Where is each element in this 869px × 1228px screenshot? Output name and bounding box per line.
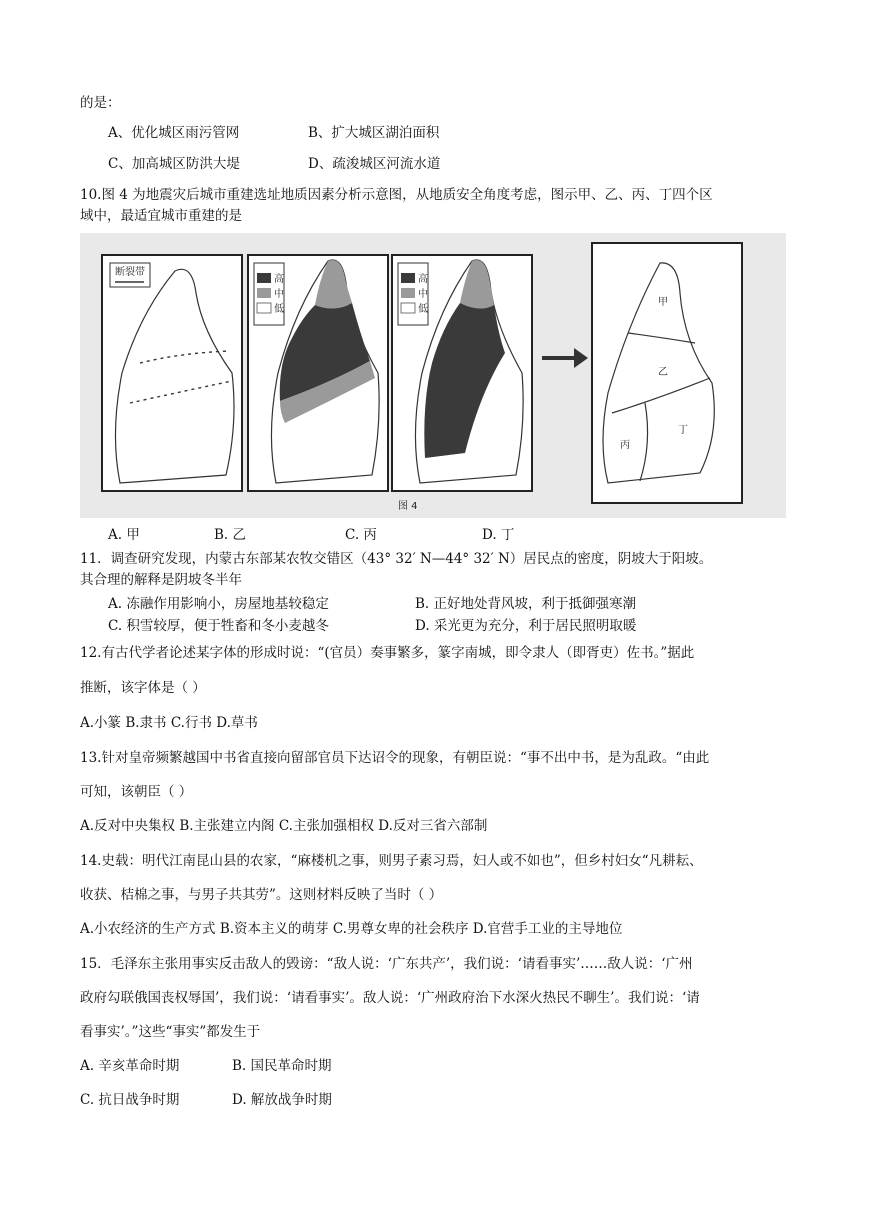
q15-stem-line2: 政府勾联俄国丧权辱国’，我们说：‘请看事实’。敌人说：‘广州政府治下水深火热民不聊生’。我们说：‘请	[80, 990, 700, 1006]
q14-stem-line1: 14.史载：明代江南昆山县的农家，“麻楼机之事，则男子素习焉，妇人或不如也”，但乡村妇女“凡耕耘、	[80, 853, 703, 869]
panel2-legend-high: 高	[274, 274, 284, 285]
q12-stem-line2: 推断，该字体是（ ）	[80, 680, 206, 696]
q9-option-c: C、加高城区防洪大堤	[108, 156, 240, 172]
panel3-legend-low: 低	[418, 304, 428, 315]
q10-figure	[80, 233, 786, 518]
q15-option-d: D. 解放战争时期	[232, 1092, 332, 1108]
q11-option-d: D. 采光更为充分，利于居民照明取暖	[415, 618, 637, 634]
q10-option-d: D. 丁	[482, 527, 515, 543]
q14-options: A.小农经济的生产方式 B.资本主义的萌芽 C.男尊女卑的社会秩序 D.官营手工业的主导地位	[80, 921, 623, 937]
q9-option-d: D、疏浚城区河流水道	[308, 156, 441, 172]
q11-option-a: A. 冻融作用影响小，房屋地基较稳定	[108, 596, 329, 612]
q9-option-b: B、扩大城区湖泊面积	[308, 125, 440, 141]
panel2-legend-mid: 中	[274, 289, 284, 300]
panel3-legend-mid: 中	[418, 289, 428, 300]
q12-options: A.小篆 B.隶书 C.行书 D.草书	[80, 715, 258, 731]
q10-stem-line2: 域中，最适宜城市重建的是	[80, 208, 242, 224]
q13-options: A.反对中央集权 B.主张建立内阁 C.主张加强相权 D.反对三省六部制	[80, 818, 488, 834]
q10-figure-svg	[80, 233, 786, 518]
q11-option-b: B. 正好地处背风坡，利于抵御强寒潮	[415, 596, 637, 612]
q11-stem-line1: 11．调查研究发现，内蒙古东部某农牧交错区（43° 32′ N—44° 32′ N）居民点的密度，阴坡大于阳坡。	[80, 551, 713, 567]
q11-option-c: C. 积雪较厚，便于牲畜和冬小麦越冬	[108, 618, 329, 634]
panel3-legend-high: 高	[418, 274, 428, 285]
q9-stem-tail: 的是：	[80, 95, 121, 111]
q13-stem-line1: 13.针对皇帝频繁越国中书省直接向留部官员下达诏令的现象，有朝臣说：“事不出中书，是为乱政。“由此	[80, 750, 710, 766]
zone-ding-label: 丁	[678, 425, 688, 436]
q10-option-c: C. 丙	[345, 527, 377, 543]
q10-option-b: B. 乙	[214, 527, 247, 543]
q12-stem-line1: 12.有古代学者论述某字体的形成时说：“(官员）奏事繁多，篆字南城，即令隶人（即胥吏）佐书。”据此	[80, 645, 695, 661]
zone-yi-label: 乙	[658, 367, 668, 378]
q10-stem-line1: 10.图 4 为地震灾后城市重建选址地质因素分析示意图，从地质安全角度考虑，图示甲、乙、丙、丁四个区	[80, 187, 713, 203]
figure-caption: 图 4	[398, 501, 418, 512]
q15-stem-line3: 看事实’。”这些“事实”都发生于	[80, 1024, 261, 1040]
panel1-legend-label: 断裂带	[115, 267, 145, 278]
panel2-legend-low: 低	[274, 304, 284, 315]
figure-arrow-head	[574, 348, 588, 368]
q15-option-a: A. 辛亥革命时期	[80, 1058, 180, 1074]
zone-bing-label: 丙	[620, 440, 630, 451]
q13-stem-line2: 可知，该朝臣（ ）	[80, 784, 193, 800]
q15-stem-line1: 15．毛泽东主张用事实反击敌人的毁谤：“敌人说：‘广东共产’，我们说：‘请看事实’……敌人说：‘广州	[80, 956, 693, 972]
q15-option-c: C. 抗日战争时期	[80, 1092, 180, 1108]
q11-stem-line2: 其合理的解释是阴坡冬半年	[80, 572, 242, 588]
zone-jia-label: 甲	[658, 297, 668, 308]
q15-option-b: B. 国民革命时期	[232, 1058, 332, 1074]
q10-option-a: A. 甲	[108, 527, 140, 543]
q14-stem-line2: 收获、桔棉之事，与男子共其劳”。这则材料反映了当时（ ）	[80, 887, 443, 903]
q9-option-a: A、优化城区雨污管网	[108, 125, 240, 141]
